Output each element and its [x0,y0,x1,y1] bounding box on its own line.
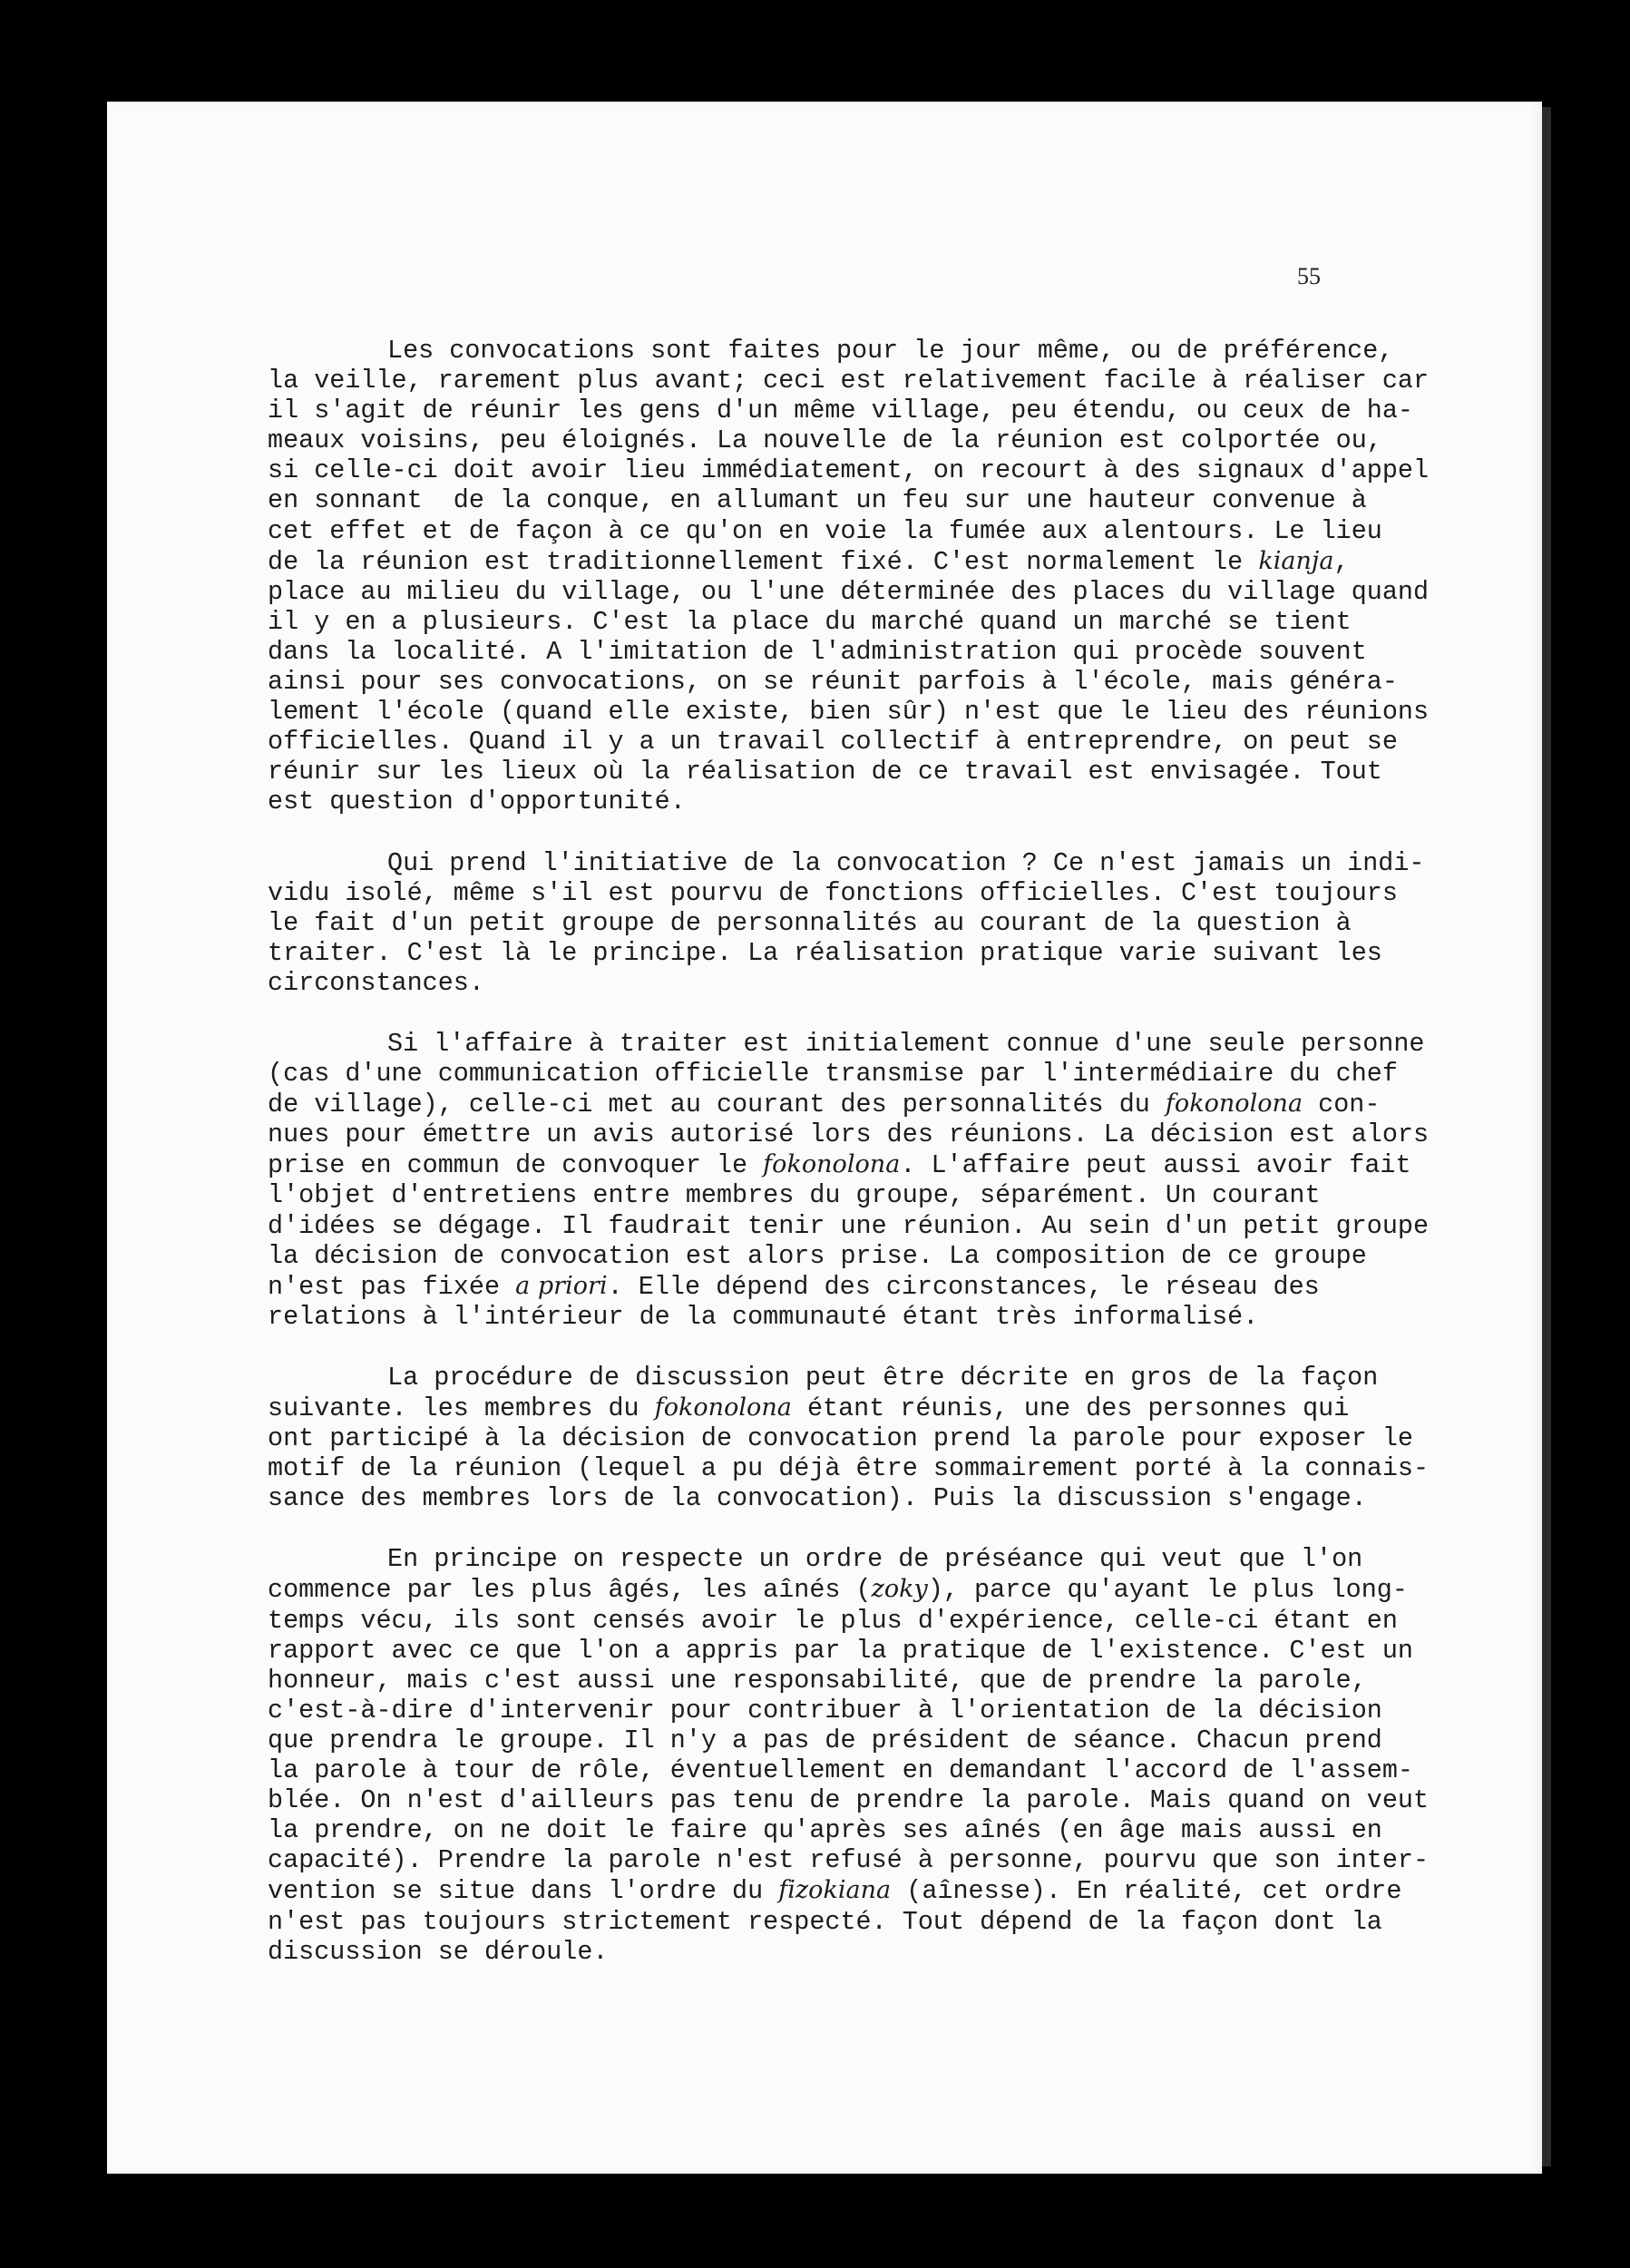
text-segment: . L'affaire peut aussi avoir fait [900,1150,1411,1181]
text-line [268,425,1392,455]
text-line [268,1875,1402,1907]
text-line [268,1483,1392,1513]
text-segment: circonstances. [268,967,484,998]
text-segment: n'est pas toujours strictement respecté. Tout dépend de la façon dont la [268,1906,1382,1937]
paragraph-4 [268,1362,1430,1514]
text-line [268,1271,1392,1302]
italic-term: kianja [1258,546,1334,575]
text-segment: commence par les plus âgés, les aînés ( [268,1575,872,1606]
text-segment: blée. On n'est d'ailleurs pas tenu de prendre la parole. Mais quand on veut [268,1785,1430,1816]
text-line [268,366,1430,396]
text-line [387,336,1392,366]
text-segment: En principe on respecte un ordre de préséance qui veut que l'on [387,1544,1363,1575]
text-segment: Les convocations sont faites pour le jour même, ou de préférence, [387,336,1394,366]
text-line [268,1210,1430,1241]
text-segment: place au milieu du village, ou l'une déterminée des places du village quand [268,576,1430,607]
text-segment: le fait d'un petit groupe de personnalités au courant de la question à [268,907,1352,938]
text-segment: n'est pas fixée [268,1271,516,1302]
text-segment: La procédure de discussion peut être décrite en gros de la façon [387,1362,1379,1393]
text-line [268,1635,1413,1666]
text-segment: . Elle dépend des circonstances, le réseau des [607,1271,1320,1302]
text-segment: vidu isolé, même s'il est pourvu de fonctions officielles. C'est toujours [268,877,1398,908]
text-line [268,908,1392,938]
text-segment: cet effet et de façon à ce qu'on en voie la fumée aux alentours. Le lieu [268,515,1382,546]
text-segment: ont participé à la décision de convocation prend la parole pour exposer le [268,1423,1413,1454]
paragraph-3 [268,1028,1430,1332]
text-segment: il y en a plusieurs. C'est la place du marché quand un marché se tient [268,606,1352,637]
text-line [268,697,1430,728]
text-segment: nues pour émettre un avis autorisé lors des réunions. La décision est alors [268,1119,1430,1150]
text-segment: relations à l'intérieur de la communauté étant très informalisé. [268,1301,1259,1332]
text-line [268,637,1392,667]
text-segment: ), parce qu'ayant le plus long- [927,1575,1408,1606]
text-line [268,938,1392,968]
text-segment: Qui prend l'initiative de la convocation ? Ce n'est jamais un indi- [387,847,1425,878]
text-segment: de la réunion est traditionnellement fixé. C'est normalement le [268,546,1259,577]
text-segment: , [1333,546,1350,577]
text-line [268,1180,1392,1210]
text-line [268,1815,1392,1845]
text-line [268,455,1430,486]
text-segment: c'est-à-dire d'intervenir pour contribuer à l'orientation de la décision [268,1695,1382,1725]
italic-term: zoky [871,1575,928,1604]
text-segment: la parole à tour de rôle, éventuellement en demandant l'accord de l'assem- [268,1755,1413,1786]
text-line [268,1059,1398,1090]
text-segment: officielles. Quand il y a un travail collectif à entreprendre, on peut se [268,727,1398,758]
text-line [268,968,1392,998]
italic-term: fizokiana [778,1876,892,1905]
text-line [268,516,1392,546]
italic-term: fokonolona [763,1150,901,1179]
text-segment: la décision de convocation est alors prise. La composition de ce groupe [268,1240,1367,1271]
text-segment: prise en commun de convoquer le [268,1150,764,1181]
text-segment: que prendra le groupe. Il n'y a pas de président de séance. Chacun prend [268,1725,1382,1755]
text-segment: con- [1303,1090,1381,1120]
text-line [268,485,1392,515]
text-segment: d'idées se dégage. Il faudrait tenir une réunion. Au sein d'un petit groupe [268,1210,1430,1241]
text-segment: meaux voisins, peu éloignés. La nouvelle de la réunion est colportée ou, [268,425,1382,456]
text-line [387,1363,1392,1393]
paragraph-5 [268,1544,1430,1967]
text-line [268,1089,1392,1119]
text-line [268,1423,1413,1454]
text-line [268,727,1398,758]
paragraph-2 [268,847,1425,998]
text-segment: temps vécu, ils sont censés avoir le plus d'expérience, celle-ci étant en [268,1605,1398,1636]
text-segment: réunir sur les lieux où la réalisation de ce travail est envisagée. Tout [268,757,1382,787]
text-segment: traiter. C'est là le principe. La réalisation pratique varie suivant les [268,937,1382,968]
text-line [268,1725,1392,1755]
text-line [268,1785,1430,1816]
text-segment: ainsi pour ses convocations, on se réunit parfois à l'école, mais généra- [268,667,1398,698]
text-segment: rapport avec ce que l'on a appris par la pratique de l'existence. C'est un [268,1635,1413,1666]
text-line [268,1605,1398,1636]
text-segment: motif de la réunion (lequel a pu déjà être sommairement porté à la connais- [268,1453,1430,1484]
paragraph-1 [268,336,1430,817]
text-segment: lement l'école (quand elle existe, bien sûr) n'est que le lieu des réunions [268,697,1430,728]
text-line [268,576,1430,607]
text-segment: honneur, mais c'est aussi une responsabilité, que de prendre la parole, [268,1665,1367,1696]
text-segment: sance des membres lors de la convocation). Puis la discussion s'engage. [268,1483,1367,1514]
text-line [268,1907,1392,1937]
text-line [268,1845,1430,1876]
text-segment: Si l'affaire à traiter est initialement connue d'une seule personne [387,1028,1425,1059]
text-segment: l'objet d'entretiens entre membres du groupe, séparément. Un courant [268,1180,1321,1211]
text-segment: capacité). Prendre la parole n'est refusé à personne, pourvu que son inter- [268,1845,1430,1876]
text-line [268,877,1398,908]
text-segment: (aînesse). En réalité, cet ordre [891,1876,1402,1907]
text-segment: vention se situe dans l'ordre du [268,1876,779,1907]
text-line [387,1028,1425,1059]
body-text [268,336,1430,1998]
text-line [268,787,1392,816]
text-line [387,847,1425,878]
page-number: 55 [1297,263,1321,289]
italic-term: fokonolona [654,1393,792,1422]
text-segment: en sonnant de la conque, en allumant un feu sur une hauteur convenue à [268,485,1367,516]
text-line [268,546,1392,577]
italic-term: a priori [515,1271,608,1300]
text-line [268,1149,1411,1181]
text-line [268,1393,1392,1423]
text-segment: si celle-ci doit avoir lieu immédiatement, on recourt à des signaux d'appel [268,455,1430,486]
text-line [268,1574,1408,1606]
text-segment: il s'agit de réunir les gens d'un même village, peu étendu, ou ceux de ha- [268,396,1413,426]
text-line [268,1119,1430,1150]
text-line [268,607,1392,637]
text-line [268,1937,1392,1967]
text-line [268,1755,1413,1786]
text-line [268,667,1398,698]
text-segment: suivante. les membres du [268,1393,655,1423]
text-segment: est question d'opportunité. [268,787,686,817]
text-segment: (cas d'une communication officielle transmise par l'intermédiaire du chef [268,1059,1398,1090]
text-line [268,1241,1392,1271]
text-segment: discussion se déroule. [268,1936,609,1967]
page-edge [1542,107,1551,2166]
text-line [268,1302,1392,1332]
text-line [268,757,1392,787]
text-segment: la veille, rarement plus avant; ceci est relativement facile à réaliser car [268,366,1430,396]
text-segment: étant réunis, une des personnes qui [791,1393,1350,1423]
text-segment: de village), celle-ci met au courant des personnalités du [268,1090,1166,1120]
text-line [387,1544,1392,1574]
text-segment: la prendre, on ne doit le faire qu'après ses aînés (en âge mais aussi en [268,1815,1382,1846]
text-segment: dans la localité. A l'imitation de l'administration qui procède souvent [268,636,1367,667]
text-line [268,1696,1392,1725]
text-line [268,1453,1430,1484]
text-line [268,1666,1392,1696]
text-line [268,396,1413,426]
italic-term: fokonolona [1165,1090,1303,1119]
